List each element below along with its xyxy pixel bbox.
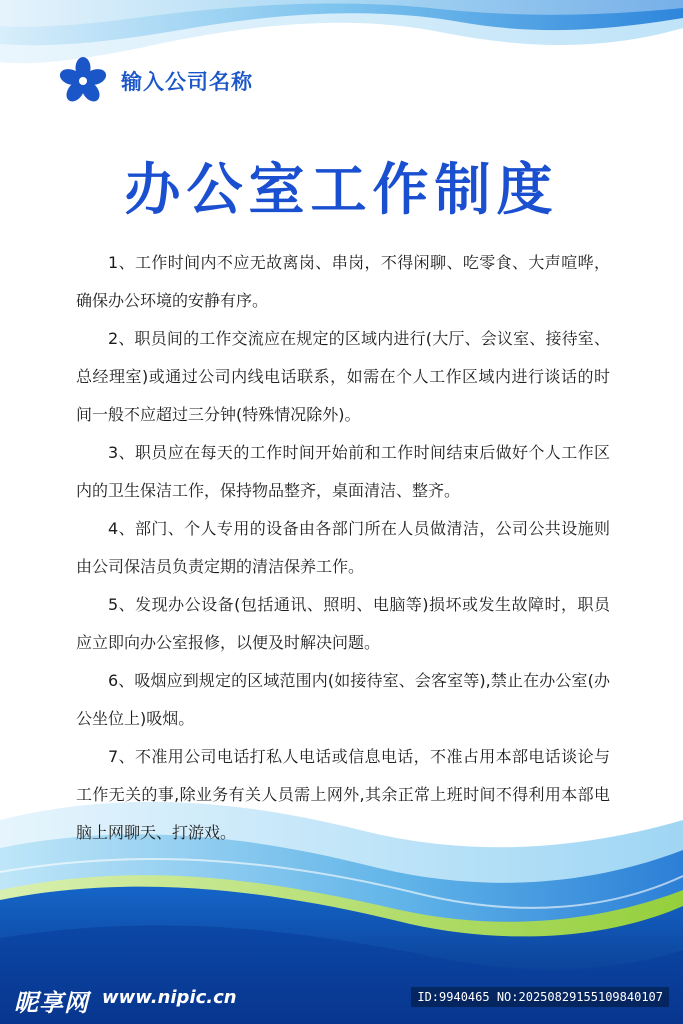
image-id-label: ID:9940465 NO:20250829155109840107 bbox=[411, 987, 669, 1007]
rule-item: 1、工作时间内不应无故离岗、串岗，不得闲聊、吃零食、大声喧哗，确保办公环境的安静有序。 bbox=[76, 253, 610, 310]
watermark-site-name: 昵享网 bbox=[14, 989, 89, 1017]
rule-item: 5、发现办公设备(包括通讯、照明、电脑等)损坏或发生故障时，职员应立即向办公室报修，以便及时解决问题。 bbox=[76, 595, 610, 652]
five-petal-flower-logo-icon bbox=[58, 56, 108, 106]
rule-item: 7、不准用公司电话打私人电话或信息电话，不准占用本部电话谈论与工作无关的事,除业务有关人员需上网外,其余正常上班时间不得利用本部电脑上网聊天、打游戏。 bbox=[76, 747, 610, 842]
page-title: 办公室工作制度 bbox=[124, 158, 559, 223]
rules-list bbox=[76, 244, 610, 852]
rule-item: 6、吸烟应到规定的区域范围内(如接待室、会客室等),禁止在办公室(办公坐位上)吸烟。 bbox=[76, 671, 610, 728]
rule-item: 4、部门、个人专用的设备由各部门所在人员做清洁，公司公共设施则由公司保洁员负责定期的清洁保养工作。 bbox=[76, 519, 610, 576]
watermark-site-url: www.nipic.cn bbox=[102, 987, 237, 1008]
rule-item: 2、职员间的工作交流应在规定的区域内进行(大厅、会议室、接待室、总经理室)或通过公司内线电话联系，如需在个人工作区域内进行谈话的时间一般不应超过三分钟(特殊情况除外)。 bbox=[76, 329, 610, 424]
company-name: 输入公司名称 bbox=[121, 70, 253, 94]
rule-item: 3、职员应在每天的工作时间开始前和工作时间结束后做好个人工作区内的卫生保洁工作，保持物品整齐，桌面清洁、整齐。 bbox=[76, 443, 610, 500]
